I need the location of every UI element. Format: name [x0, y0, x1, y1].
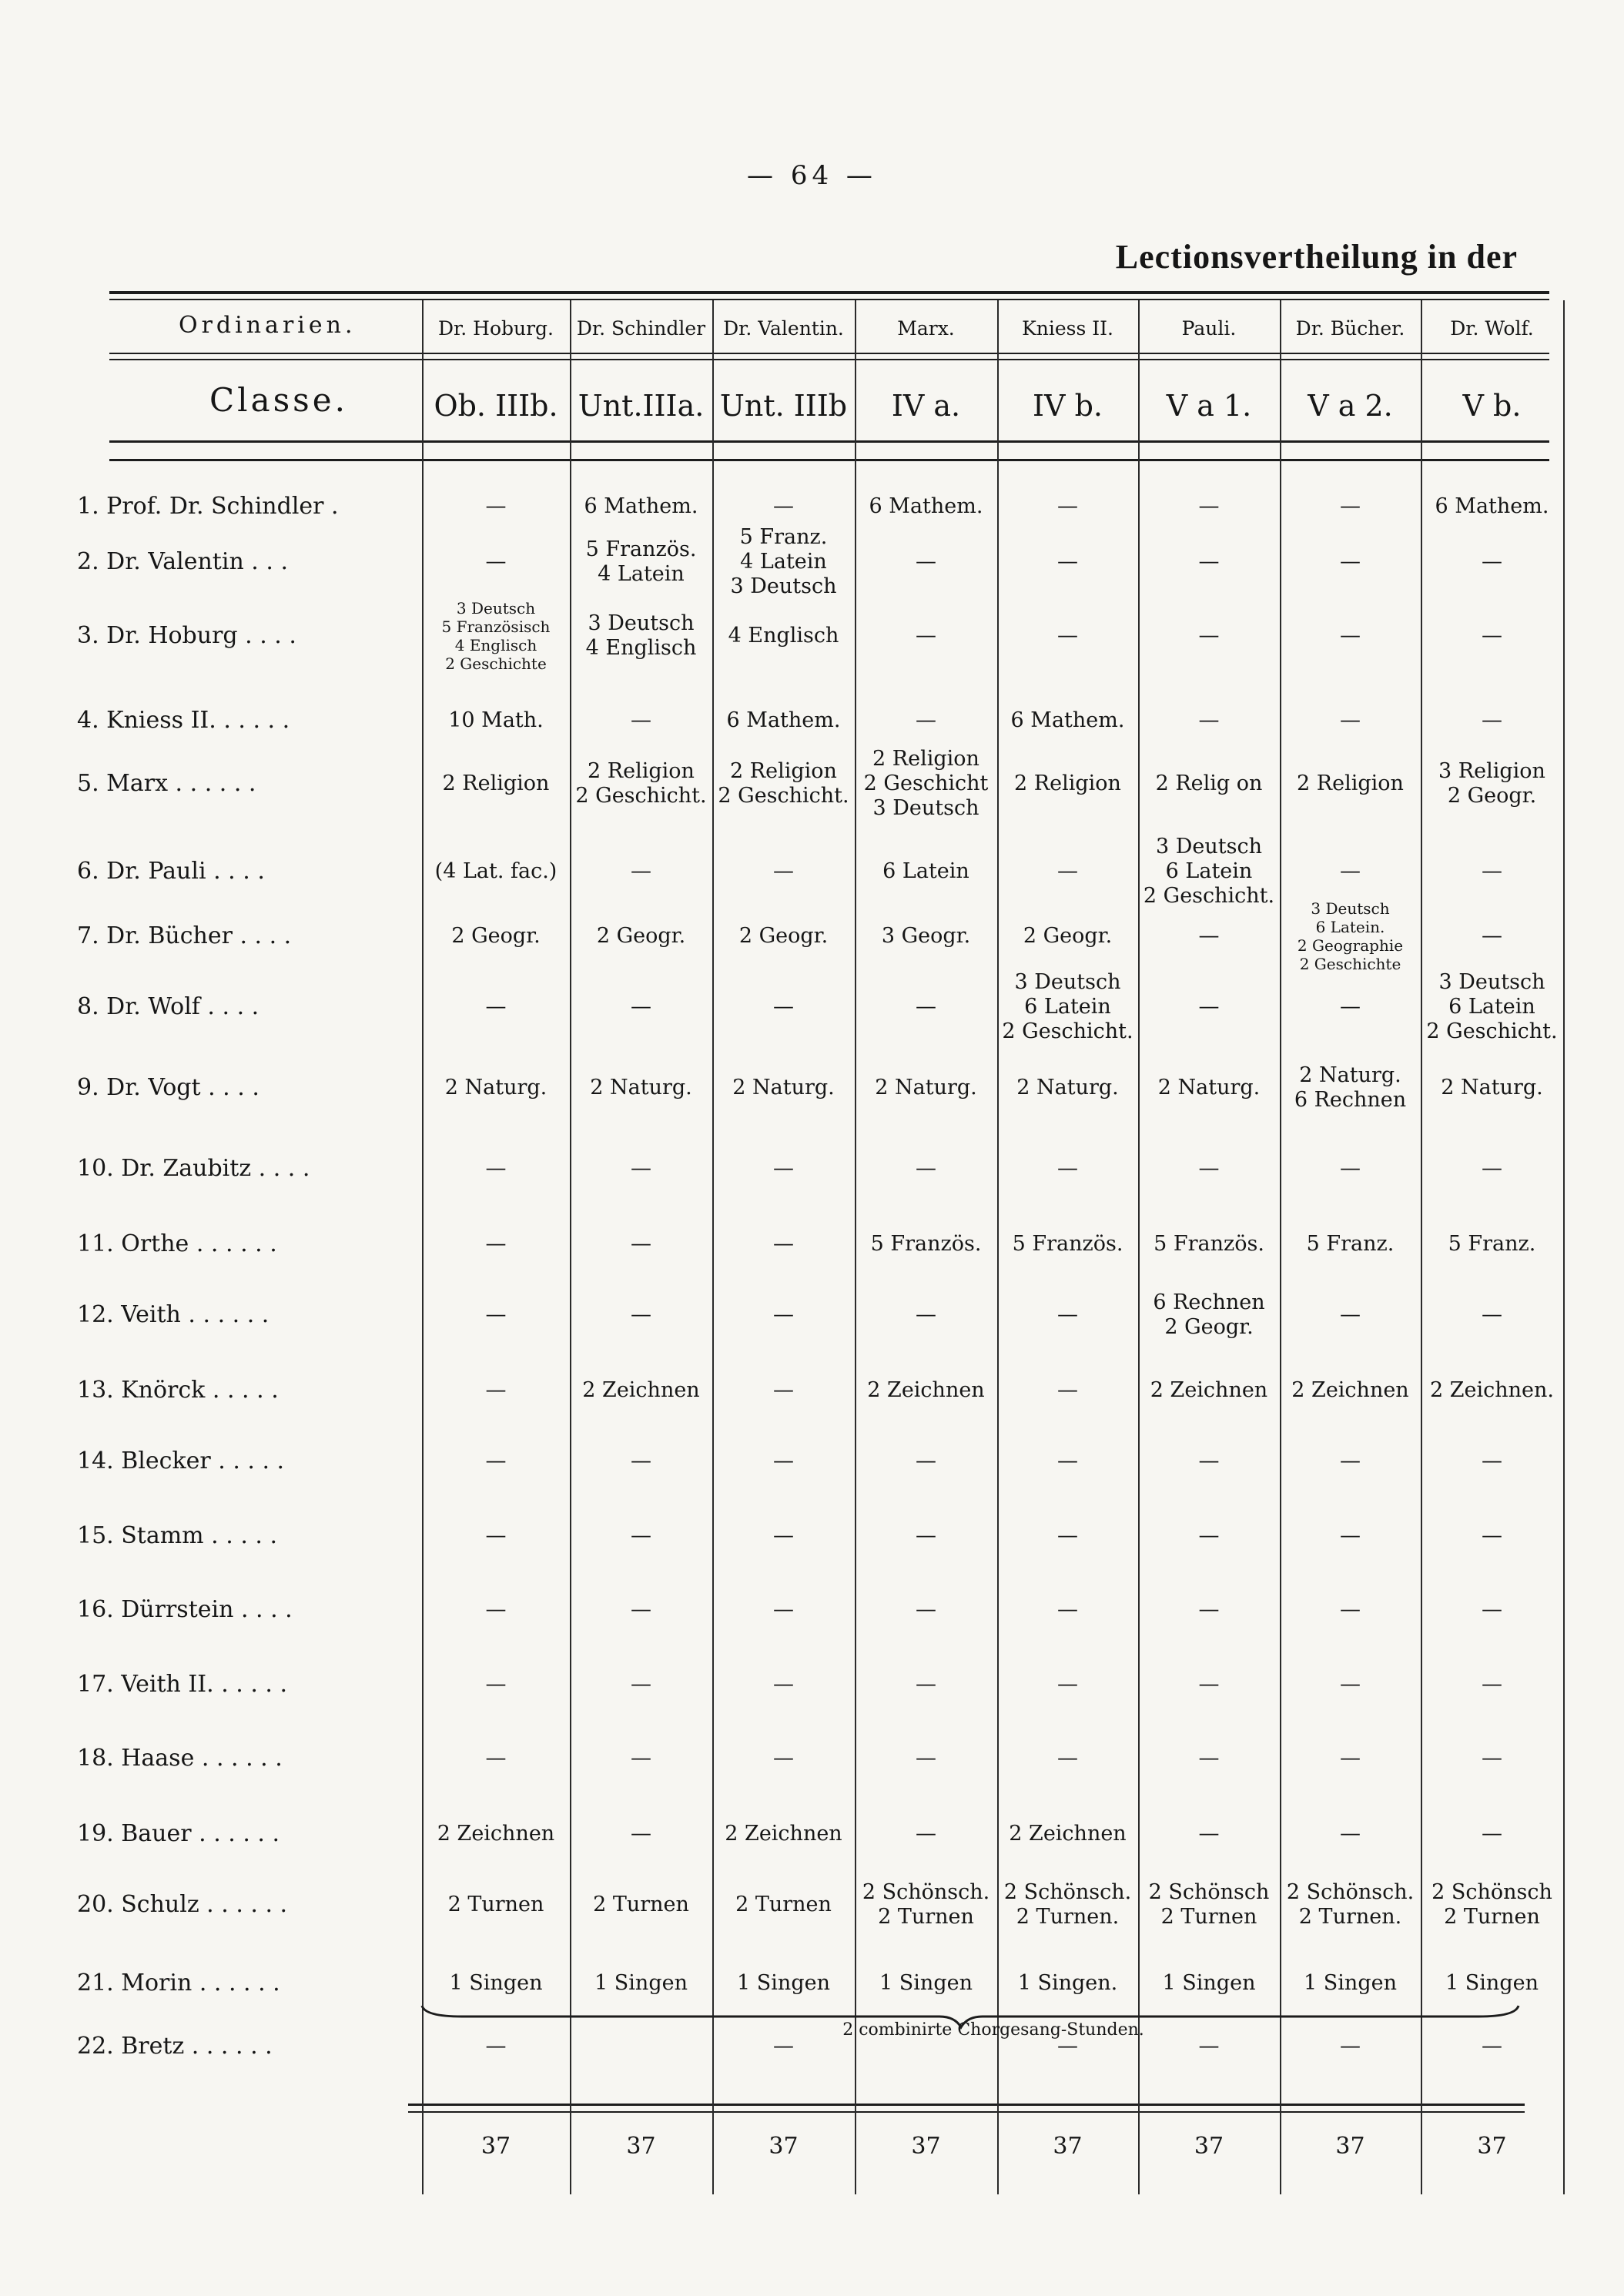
lesson-cell: — [631, 1449, 651, 1473]
lesson-cell: 2 Schönsch. 2 Turnen. [1003, 1880, 1132, 1929]
lesson-cell: 3 Deutsch 4 Englisch [585, 611, 697, 660]
class-header: V b. [1462, 389, 1522, 423]
lesson-cell: — [631, 1303, 651, 1327]
lesson-cell: — [1198, 924, 1220, 948]
lesson-cell: — [1057, 1598, 1078, 1622]
lesson-cell: — [1340, 708, 1361, 732]
hours-total: 37 [1335, 2133, 1365, 2160]
lesson-cell: — [1482, 1449, 1502, 1473]
lesson-cell: — [1482, 859, 1502, 883]
lesson-cell: — [1482, 624, 1502, 648]
lesson-cell: — [1340, 1303, 1361, 1327]
lesson-cell: — [916, 708, 936, 732]
ordinarius-header: Dr. Bücher. [1295, 317, 1405, 340]
lesson-cell: 4 Englisch [728, 624, 839, 648]
lesson-cell: 2 Relig on [1155, 771, 1263, 795]
lesson-cell: — [916, 1524, 936, 1548]
lesson-cell: — [631, 1156, 651, 1180]
lesson-cell: 6 Mathem. [584, 494, 698, 518]
brace-path [422, 2006, 1519, 2027]
teacher-name: 20. Schulz . . . . . . [77, 1891, 288, 1918]
lesson-cell: 2 Geogr. [1023, 924, 1113, 948]
top-rule-thin [109, 299, 1549, 300]
lesson-cell: — [1198, 1524, 1220, 1548]
lesson-cell: — [916, 624, 936, 648]
lesson-cell: — [916, 550, 936, 574]
teacher-name: 10. Dr. Zaubitz . . . . [77, 1155, 310, 1182]
lesson-cell: — [631, 708, 651, 732]
lesson-cell: — [485, 1524, 507, 1548]
lesson-cell: 1 Singen [1162, 1971, 1256, 1995]
lesson-cell: 2 Schönsch. 2 Turnen. [1286, 1880, 1415, 1929]
lesson-cell: 2 Religion 2 Geschicht. [718, 759, 849, 808]
teacher-name: 7. Dr. Bücher . . . . [77, 922, 292, 949]
lesson-cell: (4 Lat. fac.) [434, 859, 558, 883]
totals-rule-1 [408, 2104, 1525, 2106]
lesson-cell: — [773, 1672, 794, 1696]
lesson-cell: 5 Franz. 4 Latein 3 Deutsch [730, 525, 837, 598]
lesson-cell: — [1340, 494, 1361, 518]
teacher-name: 19. Bauer . . . . . . [77, 1820, 280, 1847]
lesson-cell: — [1340, 859, 1361, 883]
lesson-cell: — [773, 1598, 794, 1622]
lesson-cell: — [1057, 1672, 1078, 1696]
ordinarien-label: Ordinarien. [179, 312, 357, 339]
lesson-cell: 2 Religion 2 Geschicht. [575, 759, 707, 808]
hours-total: 37 [1194, 2133, 1224, 2160]
lesson-cell: — [631, 1598, 651, 1622]
ordinarius-header: Dr. Valentin. [723, 317, 844, 340]
teacher-name: 9. Dr. Vogt . . . . [77, 1074, 260, 1101]
page-title: Lectionsvertheilung in der [1115, 238, 1518, 276]
teacher-name: 6. Dr. Pauli . . . . [77, 858, 265, 885]
lesson-cell: — [1482, 1672, 1502, 1696]
lesson-cell: 6 Latein [882, 859, 969, 883]
teacher-name: 15. Stamm . . . . . [77, 1522, 277, 1549]
lesson-cell: — [1340, 995, 1361, 1019]
lesson-cell: — [1482, 2034, 1502, 2058]
lesson-cell: — [1340, 1822, 1361, 1846]
lesson-cell: — [1057, 1156, 1078, 1180]
lesson-cell: — [916, 1449, 936, 1473]
lesson-cell: — [1482, 550, 1502, 574]
lesson-cell: — [1198, 1156, 1220, 1180]
lesson-cell: 1 Singen [879, 1971, 973, 1995]
lesson-cell: — [1198, 1672, 1220, 1696]
class-header: IV b. [1033, 389, 1103, 423]
lesson-cell: — [1340, 1449, 1361, 1473]
header-bottom-rule-1 [109, 440, 1549, 443]
lesson-cell: — [1482, 1156, 1502, 1180]
totals-rule-2 [408, 2111, 1525, 2113]
lesson-cell: 3 Deutsch 6 Latein. 2 Geographie 2 Geschichte [1297, 899, 1404, 973]
ordinarius-header: Dr. Wolf. [1450, 317, 1534, 340]
lesson-cell: — [1340, 1672, 1361, 1696]
lesson-cell: 2 Naturg. [875, 1076, 977, 1099]
lesson-cell: 2 Naturg. [732, 1076, 835, 1099]
class-header: V a 1. [1166, 389, 1252, 423]
ordinarien-rule-2 [109, 359, 1549, 360]
lesson-cell: — [485, 1746, 507, 1770]
lesson-cell: 5 Franz. [1448, 1232, 1536, 1256]
lesson-cell: — [631, 1232, 651, 1256]
lesson-cell: — [773, 494, 794, 518]
lesson-cell: 3 Deutsch 6 Latein 2 Geschicht. [1002, 970, 1133, 1043]
lesson-cell: 5 Franz. [1306, 1232, 1395, 1256]
teacher-name: 12. Veith . . . . . . [77, 1301, 270, 1328]
lesson-cell: 2 Zeichnen. [1430, 1378, 1554, 1402]
lesson-cell: — [1057, 494, 1078, 518]
lesson-cell: — [1198, 1598, 1220, 1622]
lesson-cell: 5 Französ. [870, 1232, 982, 1256]
lesson-cell: — [773, 1232, 794, 1256]
lesson-cell: — [631, 1524, 651, 1548]
lesson-cell: — [773, 1524, 794, 1548]
lesson-cell: 6 Mathem. [726, 708, 841, 732]
lesson-cell: 3 Deutsch 6 Latein 2 Geschicht. [1426, 970, 1558, 1043]
lesson-cell: — [773, 859, 794, 883]
lesson-cell: 2 Zeichnen [1150, 1378, 1268, 1402]
lesson-cell: — [485, 494, 507, 518]
teacher-name: 18. Haase . . . . . . [77, 1745, 283, 1772]
teacher-name: 13. Knörck . . . . . [77, 1377, 279, 1404]
lesson-cell: — [1340, 1524, 1361, 1548]
lesson-cell: 2 Naturg. [1157, 1076, 1261, 1099]
lesson-cell: — [1482, 1524, 1502, 1548]
lesson-cell: — [1057, 2034, 1078, 2058]
teacher-name: 22. Bretz . . . . . . [77, 2033, 273, 2060]
lesson-cell: — [1198, 1449, 1220, 1473]
lesson-cell: — [1482, 1822, 1502, 1846]
class-header: Ob. IIIb. [434, 389, 558, 423]
ordinarius-header: Dr. Hoburg. [438, 317, 554, 340]
lesson-cell: 2 Zeichnen [867, 1378, 985, 1402]
lesson-cell: — [1340, 1598, 1361, 1622]
lesson-cell: 2 Zeichnen [437, 1822, 555, 1846]
lesson-cell: 6 Mathem. [1010, 708, 1125, 732]
lesson-cell: 2 Religion [442, 771, 550, 795]
teacher-name: 5. Marx . . . . . . [77, 770, 256, 797]
top-rule-thick [109, 291, 1549, 294]
lesson-cell: — [773, 995, 794, 1019]
lesson-cell: 1 Singen [1445, 1971, 1539, 1995]
hours-total: 37 [1477, 2133, 1507, 2160]
ordinarius-header: Dr. Schindler [576, 317, 706, 340]
teacher-name: 1. Prof. Dr. Schindler . [77, 493, 339, 520]
singen-brace [0, 1983, 1624, 2044]
lesson-cell: — [773, 1746, 794, 1770]
column-divider [1563, 300, 1565, 2194]
class-header: Unt.IIIa. [578, 389, 705, 423]
lesson-cell: 2 Zeichnen [582, 1378, 700, 1402]
lesson-cell: 6 Mathem. [869, 494, 983, 518]
lesson-cell: — [1198, 995, 1220, 1019]
lesson-cell: — [1482, 708, 1502, 732]
lesson-cell: 2 Naturg. [444, 1076, 547, 1099]
hours-total: 37 [481, 2133, 511, 2160]
hours-total: 37 [911, 2133, 941, 2160]
lesson-cell: — [1340, 2034, 1361, 2058]
class-header: V a 2. [1308, 389, 1393, 423]
lesson-cell: 2 Geogr. [596, 924, 686, 948]
lesson-cell: 2 Naturg. [1016, 1076, 1119, 1099]
lesson-cell: — [485, 2034, 507, 2058]
lesson-cell: 2 Naturg. [1441, 1076, 1543, 1099]
lesson-cell: — [631, 1746, 651, 1770]
lesson-cell: — [916, 1156, 936, 1180]
lesson-cell: 6 Rechnen 2 Geogr. [1153, 1290, 1265, 1339]
lesson-cell: 5 Französ. 4 Latein [585, 537, 697, 586]
klasse-label: Classe. [209, 381, 348, 419]
lesson-cell: 2 Schönsch 2 Turnen [1148, 1880, 1270, 1929]
teacher-name: 21. Morin . . . . . . [77, 1970, 280, 1996]
lesson-cell: — [631, 859, 651, 883]
teacher-name: 8. Dr. Wolf . . . . [77, 993, 260, 1020]
lesson-cell: — [773, 1449, 794, 1473]
teacher-name: 11. Orthe . . . . . . [77, 1230, 277, 1257]
lesson-cell: — [1057, 1303, 1078, 1327]
lesson-cell: — [1057, 1449, 1078, 1473]
lesson-cell: — [1198, 624, 1220, 648]
lesson-cell: 2 Zeichnen [725, 1822, 842, 1846]
lesson-cell: 2 Religion [1297, 771, 1404, 795]
teacher-name: 3. Dr. Hoburg . . . . [77, 622, 296, 649]
ordinarius-header: Kniess II. [1022, 317, 1113, 340]
lesson-cell: — [1057, 1524, 1078, 1548]
lesson-cell: — [773, 1303, 794, 1327]
lesson-cell: — [1057, 859, 1078, 883]
lesson-cell: — [485, 995, 507, 1019]
lesson-cell: — [1198, 494, 1220, 518]
lesson-cell: — [485, 1378, 507, 1402]
lesson-cell: — [1482, 924, 1502, 948]
lesson-cell: — [1057, 1746, 1078, 1770]
lesson-cell: 3 Deutsch 6 Latein 2 Geschicht. [1143, 835, 1275, 908]
lesson-cell: 1 Singen [594, 1971, 688, 1995]
lesson-cell: 5 Französ. [1154, 1232, 1264, 1256]
lesson-cell: 2 Zeichnen [1291, 1378, 1409, 1402]
lesson-cell: — [773, 1156, 794, 1180]
lesson-cell: — [1340, 1746, 1361, 1770]
lesson-cell: — [485, 1232, 507, 1256]
lesson-cell: 1 Singen. [1017, 1971, 1118, 1995]
lesson-cell: 2 Geogr. [738, 924, 829, 948]
teacher-name: 14. Blecker . . . . . [77, 1448, 285, 1474]
lesson-cell: 2 Turnen [593, 1893, 689, 1916]
lesson-cell: 1 Singen [449, 1971, 543, 1995]
lesson-cell: 2 Naturg. [590, 1076, 692, 1099]
lesson-cell: — [916, 1746, 936, 1770]
lesson-cell: 2 Zeichnen [1009, 1822, 1127, 1846]
lesson-cell: — [1198, 708, 1220, 732]
lesson-cell: — [916, 995, 936, 1019]
lesson-cell: 2 Schönsch 2 Turnen [1431, 1880, 1552, 1929]
lesson-cell: — [485, 1672, 507, 1696]
lesson-cell: — [485, 1598, 507, 1622]
page-number: — 64 — [747, 160, 877, 191]
lesson-cell: 2 Naturg. 6 Rechnen [1294, 1063, 1407, 1112]
header-bottom-rule-2 [109, 459, 1549, 461]
lesson-cell: 3 Religion 2 Geogr. [1438, 759, 1545, 808]
ordinarius-header: Pauli. [1181, 317, 1237, 340]
lesson-cell: — [916, 1598, 936, 1622]
lesson-cell: — [1198, 550, 1220, 574]
lesson-cell: — [916, 1672, 936, 1696]
lesson-cell: — [1340, 624, 1361, 648]
lesson-cell: — [773, 2034, 794, 2058]
lesson-cell: 2 Geogr. [451, 924, 541, 948]
lesson-cell: 2 Turnen [447, 1893, 544, 1916]
ordinarien-rule-1 [109, 353, 1549, 354]
lesson-cell: — [485, 1303, 507, 1327]
class-header: IV a. [891, 389, 961, 423]
teacher-name: 2. Dr. Valentin . . . [77, 548, 288, 575]
lesson-cell: — [1057, 1378, 1078, 1402]
lesson-cell: — [631, 1822, 651, 1846]
lesson-cell: 1 Singen [737, 1971, 830, 1995]
lesson-cell: 1 Singen [1304, 1971, 1397, 1995]
lesson-cell: — [1340, 550, 1361, 574]
lesson-cell: — [1198, 1822, 1220, 1846]
lesson-cell: — [1482, 1303, 1502, 1327]
lesson-cell: — [631, 1672, 651, 1696]
lesson-cell: 10 Math. [448, 708, 544, 732]
teacher-name: 4. Kniess II. . . . . . [77, 707, 290, 734]
lesson-cell: 2 Religion [1014, 771, 1121, 795]
lesson-cell: — [485, 1449, 507, 1473]
lesson-cell: — [631, 995, 651, 1019]
combined-choir-note: 2 combinirte Chorgesang-Stunden. [842, 2020, 1144, 2040]
lesson-cell: 3 Deutsch 5 Französisch 4 Englisch 2 Geschichte [441, 599, 551, 673]
lesson-cell: 2 Religion 2 Geschicht 3 Deutsch [863, 747, 989, 820]
lesson-cell: — [916, 1303, 936, 1327]
lesson-cell: 3 Geogr. [881, 924, 971, 948]
lesson-cell: 2 Turnen [735, 1893, 832, 1916]
hours-total: 37 [626, 2133, 656, 2160]
lesson-cell: — [1198, 2034, 1220, 2058]
lesson-cell: — [1057, 550, 1078, 574]
lesson-cell: 2 Schönsch. 2 Turnen [862, 1880, 990, 1929]
lesson-cell: — [1482, 1746, 1502, 1770]
teacher-name: 17. Veith II. . . . . . [77, 1671, 288, 1698]
lesson-cell: — [485, 1156, 507, 1180]
lesson-cell: — [1198, 1746, 1220, 1770]
teacher-name: 16. Dürrstein . . . . [77, 1596, 293, 1623]
lesson-cell: 5 Französ. [1012, 1232, 1123, 1256]
hours-total: 37 [768, 2133, 799, 2160]
lesson-cell: — [485, 550, 507, 574]
lesson-cell: — [1057, 624, 1078, 648]
lesson-cell: — [1340, 1156, 1361, 1180]
hours-total: 37 [1053, 2133, 1083, 2160]
lesson-cell: — [1482, 1598, 1502, 1622]
lesson-cell: — [773, 1378, 794, 1402]
lesson-cell: 6 Mathem. [1435, 494, 1549, 518]
ordinarius-header: Marx. [897, 317, 955, 340]
class-header: Unt. IIIb [719, 389, 848, 423]
lesson-cell: — [916, 1822, 936, 1846]
